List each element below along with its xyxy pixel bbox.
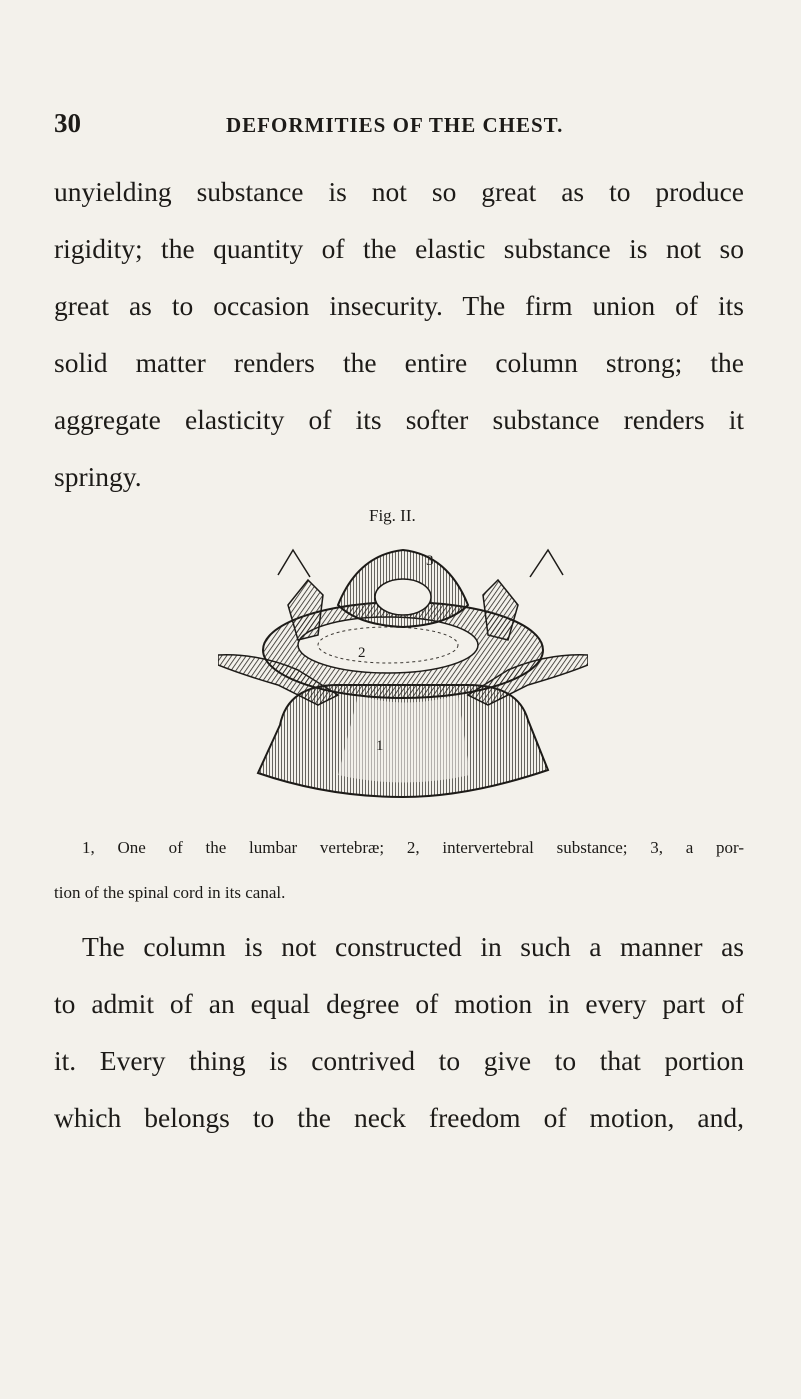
figure-caption	[54, 825, 744, 915]
text-line: rigidity; the quantity of the elastic substance is not so	[54, 233, 744, 264]
text-line: springy.	[54, 461, 142, 492]
page-number: 30	[54, 108, 81, 138]
caption-line: 1, One of the lumbar vertebræ; 2, intervertebral substance; 3, a por-	[82, 838, 744, 857]
text-line: aggregate elasticity of its softer substance renders it	[54, 404, 744, 435]
text-line: The column is not constructed in such a manner as	[82, 931, 744, 962]
vertebra-illustration	[218, 535, 588, 805]
spinal-cord	[375, 579, 431, 615]
text-line: which belongs to the neck freedom of motion, and,	[54, 1102, 744, 1133]
page-header	[0, 108, 801, 148]
figure-mark-2: 2	[358, 645, 366, 661]
paragraph-1	[54, 163, 744, 505]
text-line: unyielding substance is not so great as to produce	[54, 176, 744, 207]
figure-mark-1: 1	[376, 738, 384, 754]
text-line: great as to occasion insecurity. The firm union of its	[54, 290, 744, 321]
text-line: it. Every thing is contrived to give to that portion	[54, 1045, 744, 1076]
text-line: solid matter renders the entire column strong; the	[54, 347, 744, 378]
paragraph-2	[54, 918, 744, 1146]
figure-label: Fig. II.	[369, 506, 416, 525]
caption-line: tion of the spinal cord in its canal.	[54, 883, 286, 902]
running-head: DEFORMITIES OF THE CHEST.	[226, 113, 564, 137]
text-line: to admit of an equal degree of motion in every part of	[54, 988, 744, 1019]
figure-mark-3: 3	[426, 553, 434, 569]
